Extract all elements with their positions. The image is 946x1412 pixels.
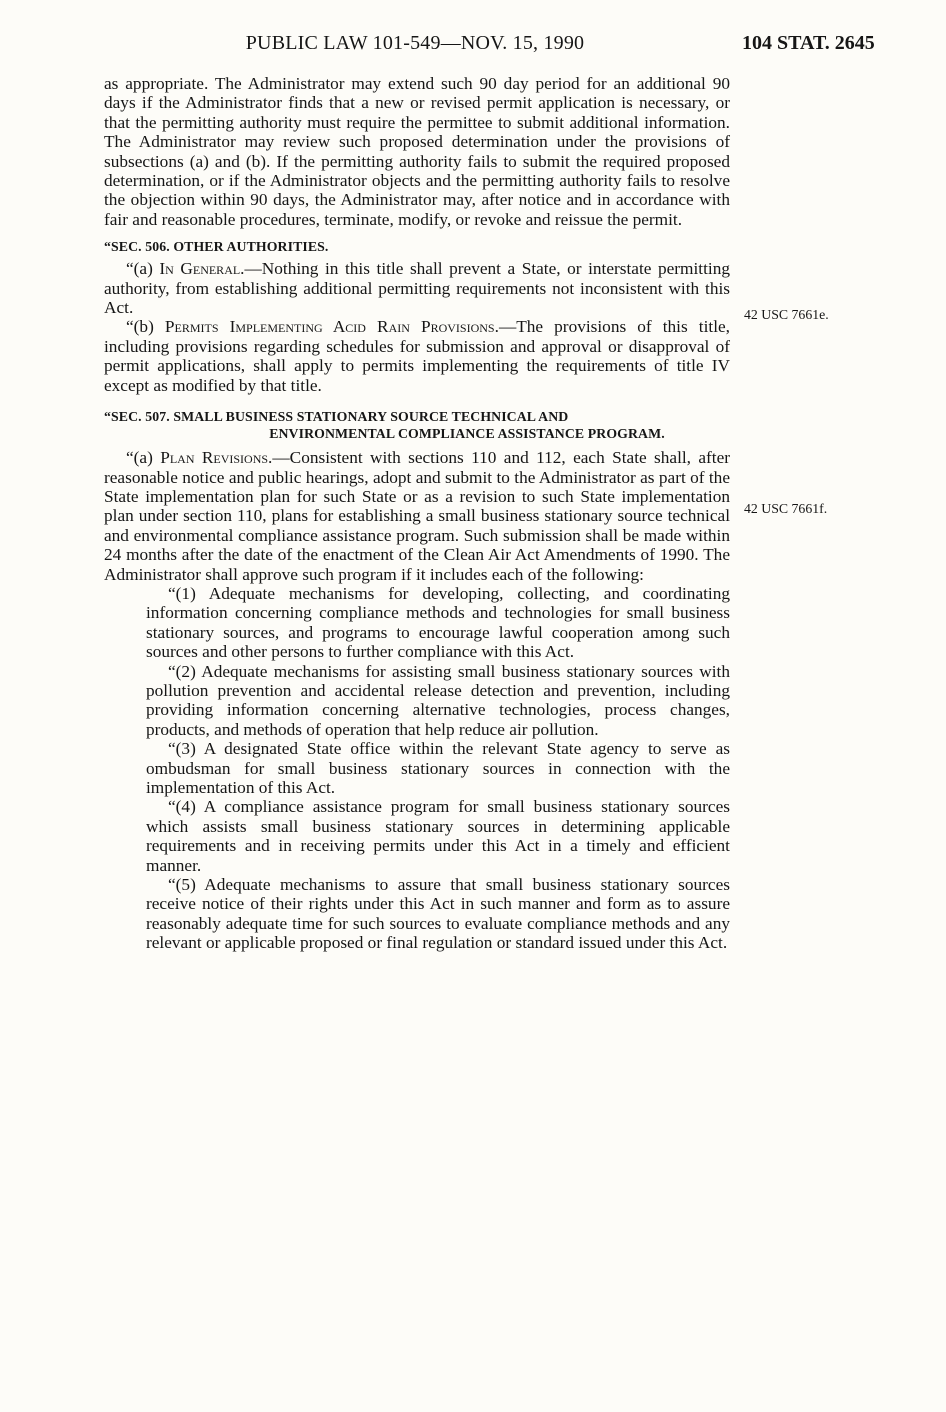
subsection-text: —The provisions of this title, including provisions regarding schedules for submission and approval or disapproval of permit applications, shall apply to permits implementing the requirements of title IV except as modified by that title. bbox=[104, 317, 730, 395]
section-507-subsection-a bbox=[104, 448, 730, 584]
section-507-heading bbox=[104, 408, 730, 442]
list-item-2: “(2) Adequate mechanisms for assisting small business stationary sources with pollution prevention and accidental release detection and prevention, including providing information concerning alternative technologies, process changes, products, and methods of operation that help reduce air pollution. bbox=[146, 661, 730, 739]
subsection-caption: Permits Implementing Acid Rain Provisions. bbox=[164, 317, 499, 337]
section-507-heading-line1: “SEC. 507. SMALL BUSINESS STATIONARY SOURCE TECHNICAL AND bbox=[104, 409, 569, 425]
section-506-subsection-b bbox=[104, 317, 730, 395]
subsection-text: —Nothing in this title shall prevent a State, or interstate permitting authority, from establishing additional permitting requirements not inconsistent with this Act. bbox=[104, 259, 730, 318]
subsection-text: —Consistent with sections 110 and 112, each State shall, after reasonable notice and public hearings, adopt and submit to the Administrator as part of the State implementation plan for such State or as a revision to such State implementation plan under section 110, plans for establishing a small business stationary source technical and environmental compliance assistance program. Such submission shall be made within 24 months after the date of the enactment of the Clean Air Act Amendments of 1990. The Administrator shall approve such program if it includes each of the following: bbox=[104, 448, 731, 584]
list-item-3: “(3) A designated State office within the relevant State agency to serve as ombudsman for small business stationary sources in connection with the implementation of this Act. bbox=[146, 739, 730, 797]
list-item-4: “(4) A compliance assistance program for small business stationary sources which assists small business stationary sources in determining applicable requirements and in receiving permits under this Act in a timely and efficient manner. bbox=[146, 797, 730, 875]
list-item-5: “(5) Adequate mechanisms to assure that small business stationary sources receive notice of their rights under this Act in such manner and form as to assure reasonably adequate time for such sources to evaluate compliance methods and any relevant or applicable proposed or final regulation or standard issued under this Act. bbox=[146, 875, 730, 953]
subsection-caption: Plan Revisions. bbox=[160, 448, 273, 468]
section-506-subsection-a bbox=[104, 259, 730, 317]
section-507-heading-line2: ENVIRONMENTAL COMPLIANCE ASSISTANCE PROGRAM. bbox=[269, 426, 665, 442]
margin-note-sec506: 42 USC 7661e. bbox=[744, 307, 829, 322]
subsection-caption: In General. bbox=[159, 259, 245, 279]
continuation-paragraph: as appropriate. The Administrator may extend such 90 day period for an additional 90 days if the Administrator finds that a new or revised permit application is necessary, or that the permitting authority must require the permittee to submit additional information. The Administrator may review such proposed determination under the provisions of subsections (a) and (b). If the permitting authority fails to submit the required proposed determination, or if the Administrator objects and the permitting authority fails to resolve the objection within 90 days, the Administrator may, after notice and in accordance with fair and reasonable procedures, terminate, modify, or revoke and reissue the permit. bbox=[104, 74, 730, 229]
body-text bbox=[104, 74, 730, 953]
header-stat-page: 104 STAT. 2645 bbox=[742, 32, 875, 54]
list-item-1: “(1) Adequate mechanisms for developing, collecting, and coordinating information concerning compliance methods and technologies for small business stationary sources, and programs to encourage lawful cooperation among such sources and other persons to further compliance with this Act. bbox=[146, 583, 730, 662]
subsection-lead: “(b) bbox=[126, 317, 165, 337]
margin-note-sec507: 42 USC 7661f. bbox=[744, 501, 828, 516]
subsection-lead: “(a) bbox=[126, 259, 160, 279]
subsection-lead: “(a) bbox=[126, 448, 161, 468]
section-506-heading: “SEC. 506. OTHER AUTHORITIES. bbox=[104, 239, 329, 255]
header-title: PUBLIC LAW 101-549—NOV. 15, 1990 bbox=[245, 32, 585, 54]
running-header bbox=[0, 32, 946, 58]
